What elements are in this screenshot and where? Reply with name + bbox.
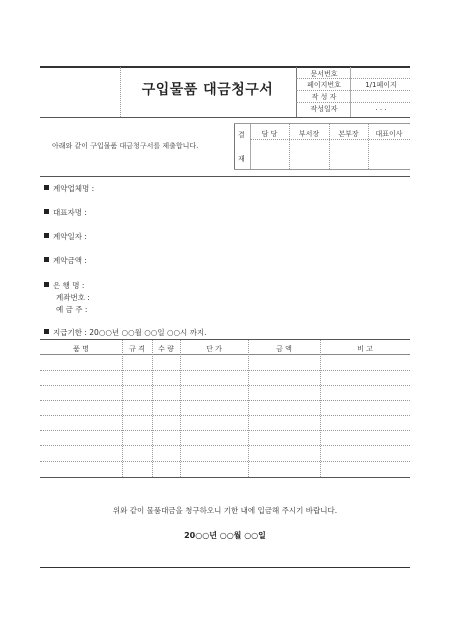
closing-text: 위와 같이 물품대금을 청구하오니 기한 내에 입금해 주시기 바랍니다.	[112, 506, 338, 515]
document-title: 구입물품 대금청구서	[141, 82, 274, 98]
table-header-rule	[40, 354, 410, 355]
header-meta-inner-divider	[350, 67, 351, 117]
bullet-square-icon	[44, 282, 49, 287]
meta-label-date: 작성일자	[310, 105, 338, 113]
approval-top-border	[234, 123, 410, 124]
intro-text: 아래와 같이 구입물품 대금청구서를 제출합니다.	[52, 142, 199, 150]
field-contract-date	[44, 231, 87, 242]
meta-row-line-2	[296, 90, 410, 91]
field-contract-date-label: 계약일자 :	[53, 232, 87, 241]
table-top-rule	[40, 339, 410, 340]
field-account: 계좌번호 :	[56, 293, 90, 302]
meta-label-page-number: 페이지번호	[307, 81, 341, 89]
bullet-square-icon	[44, 233, 49, 238]
field-bank	[44, 280, 84, 291]
bullet-square-icon	[44, 209, 49, 214]
table-col-divider-4	[248, 340, 249, 477]
table-header-qty: 수 량	[158, 345, 174, 353]
table-header-unit-price: 단 가	[206, 345, 222, 353]
field-ceo-label: 대표자명 :	[53, 208, 87, 217]
approval-side-label-top: 결	[238, 131, 245, 139]
table-row	[40, 385, 410, 386]
table-header-item: 품 명	[73, 345, 89, 353]
field-deadline	[44, 327, 207, 338]
field-deadline-label: 지급기한 : 20○○년 ○○월 ○○일 ○○시 까지.	[53, 328, 207, 337]
meta-label-doc-number: 문서번호	[310, 70, 338, 78]
table-row	[40, 445, 410, 446]
table-row	[40, 370, 410, 371]
table-header-note: 비 고	[357, 345, 373, 353]
field-contract-amount	[44, 255, 87, 266]
field-company	[44, 183, 94, 194]
approval-header-staff: 담 당	[261, 130, 278, 138]
approval-header-ceo: 대표이사	[375, 130, 403, 138]
table-col-divider-1	[122, 340, 123, 477]
field-contract-amount-label: 계약금액 :	[53, 256, 87, 265]
table-col-divider-3	[180, 340, 181, 477]
footer-rule	[40, 567, 410, 568]
approval-bottom-border	[234, 169, 410, 170]
approval-left-border	[234, 123, 235, 169]
table-header-amount: 금 액	[276, 345, 292, 353]
approval-header-dept-head: 부서장	[298, 130, 320, 138]
intro-bottom-rule	[40, 176, 410, 177]
meta-label-author: 작 성 자	[311, 93, 337, 101]
bullet-square-icon	[44, 185, 49, 190]
header-meta-divider	[296, 67, 297, 117]
table-bottom-rule	[40, 477, 410, 478]
field-holder: 예 금 주 :	[56, 305, 88, 314]
closing-date: 20○○년 ○○월 ○○일	[184, 531, 266, 540]
bullet-square-icon	[44, 329, 49, 334]
header-top-rule	[40, 66, 410, 68]
table-col-divider-2	[152, 340, 153, 477]
meta-row-line-3	[296, 102, 410, 103]
field-ceo	[44, 207, 87, 218]
field-company-label: 계약업체명 :	[53, 184, 95, 193]
header-bottom-rule	[40, 117, 410, 118]
approval-side-label-bottom: 재	[238, 155, 245, 163]
table-row	[40, 430, 410, 431]
approval-header-division-head: 본부장	[338, 130, 359, 138]
table-col-divider-5	[320, 340, 321, 477]
table-row	[40, 400, 410, 401]
table-row	[40, 461, 410, 462]
meta-value-date: . . .	[375, 104, 387, 112]
meta-value-page-number: 1/1페이지	[365, 81, 397, 89]
approval-header-line	[250, 139, 410, 140]
table-row	[40, 415, 410, 416]
field-bank-label: 은 행 명 :	[53, 281, 85, 290]
bullet-square-icon	[44, 257, 49, 262]
table-header-spec: 규 격	[129, 345, 145, 353]
